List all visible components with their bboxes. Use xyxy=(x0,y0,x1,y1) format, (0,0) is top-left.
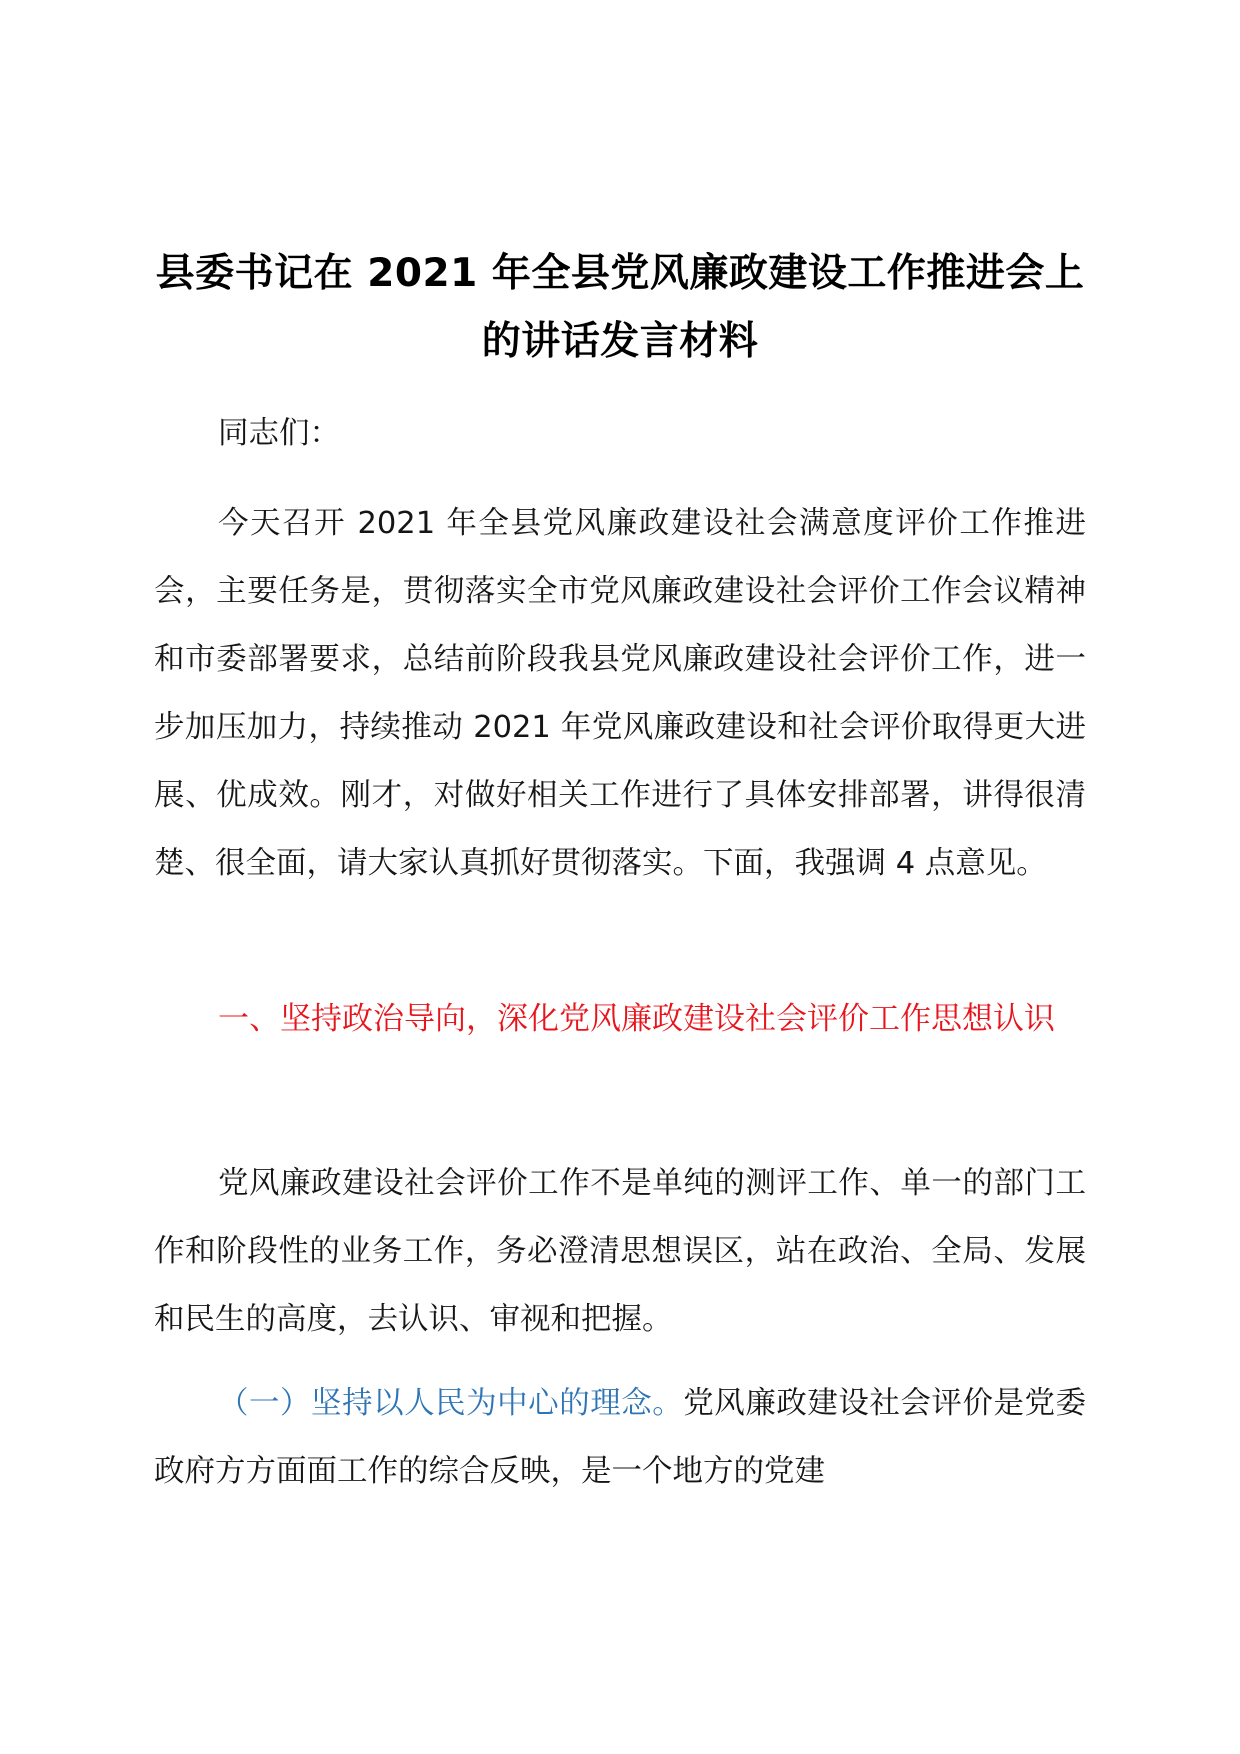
salutation: 同志们： xyxy=(218,416,340,451)
subsection-paragraph xyxy=(154,1370,1086,1506)
subsection-body-text: 党风廉政建设社会评价是党委政府方方面面工作的综合反映，是一个地方的党建 xyxy=(154,1386,1087,1489)
opening-paragraph: 今天召开 2021 年全县党风廉政建设社会满意度评价工作推进会，主要任务是，贯彻落实全市党风廉政建设社会评价工作会议精神和市委部署要求，总结前阶段我县党风廉政建设社会评价工作，进一步加压加力，持续推动 2021 年党风廉政建设和社会评价取得更大进展、优成效。刚才，对做好相关工作进行了具体安排部署，讲得很清楚、很全面，请大家认真抓好贯彻落实。下面，我强调 4 点意见。 xyxy=(154,506,1086,881)
subsection-heading-1: （一）坚持以人民为中心的理念。 xyxy=(218,1386,684,1421)
document-title: 县委书记在 2021 年全县党风廉政建设工作推进会上的讲话发言材料 xyxy=(155,251,1085,364)
section-heading-1: 一、坚持政治导向，深化党风廉政建设社会评价工作思想认识 xyxy=(218,1001,1055,1037)
section-1-paragraph: 党风廉政建设社会评价工作不是单纯的测评工作、单一的部门工作和阶段性的业务工作，务必澄清思想误区，站在政治、全局、发展和民生的高度，去认识、审视和把握。 xyxy=(154,1166,1086,1337)
